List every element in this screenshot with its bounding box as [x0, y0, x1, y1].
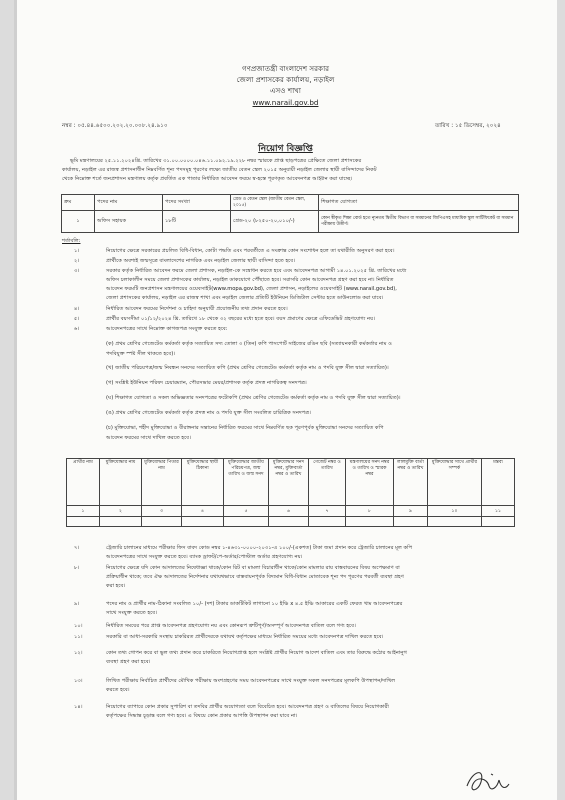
condition-line: কোন তথ্য গোপন করে বা ভুল তথ্য প্রদান করে চাকরিতে নিয়োগপ্রাপ্ত হলে সংশ্লিষ্ট প্রার্থীর নিয়োগ আদেশ বাতিল এবং তার বিরুদ্ধে কঠোর আইনানুগ: [106, 650, 407, 656]
condition-line: ব্যবস্থা গ্রহণ করা হবে।: [106, 659, 151, 665]
table-header-cell: মুক্তিযোদ্ধার সনদ নম্বর, মুক্তিবার্তা নম্বর ও তারিখ: [269, 459, 309, 506]
govt-name: গণপ্রজাতন্ত্রী বাংলাদেশ সরকার: [241, 64, 330, 73]
notice-title: নিয়োগ বিজ্ঞপ্তি: [258, 144, 313, 154]
table-header-cell: পদের সংখ্যা: [163, 195, 231, 211]
memo-number: নম্বর : ০৫.৪৪.৬৫০০.২০২.২০.০০৮.২৪.৯১০: [62, 123, 168, 129]
intro-line: ভূমি মন্ত্রণালয়ের ২৫.১১.২০২৪খ্রি. তারিখের ৩১.০০.০০০০.০৪৬.১১.০৯২.১৯.২২৮ নম্বর স্মারকে প্রাপ্ত ছাড়পত্রের প্রেক্ষিতে জেলা প্রশাসকের: [70, 158, 362, 164]
table-cell: ৯: [394, 506, 428, 517]
condition-number: ১৩।: [74, 678, 83, 684]
table-cell: [224, 517, 269, 527]
condition-line: নির্ধারিত সময়ের পরে প্রাপ্ত আবেদনপত্র গ্রহণযোগ্য নয় এবং কোনরূপ ত্রুটিপূর্ণ/অসম্পূর্ণ আবেদনপত্র বাতিল বলে গণ্য হবে।: [106, 623, 356, 629]
table-header-cell: গ্রেড ও বেতন স্কেল (জাতীয় বেতন স্কেল, ২০১৫): [231, 195, 319, 211]
table-header-cell: লালমুক্তি বার্তা নম্বর ও তারিখ: [394, 459, 428, 506]
table-cell: [67, 517, 100, 527]
condition-line: ট্রেজারি চালানের মাধ্যমে পরীক্ষার ফিস বাবদ কোড নম্বর ১-৪৬৩১-০০০০-২০৩১-এ ১০০/-(একশত) টাকা জমা প্রদান করে ট্রেজারি চালানের মূল কপি: [106, 545, 413, 551]
table-header-cell: মন্ত্রণালয়ের সনদ নম্বর ও তারিখ ও স্মারক নম্বর: [346, 459, 394, 506]
table-cell: ৪: [182, 506, 224, 517]
intro-line: কার্যালয়, নড়াইল এর রাজস্ব প্রশাসনাধীন নিম্নবর্ণিত শূন্য পদসমূহ পূরণের লক্ষ্যে জাতীয় বেতন স্কেল ২০১৫ অনুযায়ী নড়াইল জেলার স্থায়ী বাসিন্দাদের নিকট: [62, 167, 377, 173]
condition-number: ৬।: [74, 326, 80, 332]
table-cell: [100, 517, 142, 527]
condition-number: ১।: [74, 248, 80, 254]
table-header-cell: মুক্তিযোদ্ধার নাম: [100, 459, 142, 506]
table-cell: কোন স্বীকৃত শিক্ষা বোর্ড হতে ন্যূনতম দ্বিতীয় বিভাগ বা সমমানের জিপিএসহ মাধ্যমিক স্কুল সার্টিফিকেট বা সমমান পরীক্ষায় উত্তীর্ণ।: [319, 211, 519, 233]
table-cell: [394, 517, 428, 527]
condition-line: অফিস চলাকালীন সময়ে জেলা প্রশাসকের কার্যালয়, নড়াইল ডাকযোগে পৌঁছাতে হবে। সরাসরি কোন আবেদনপত্র গ্রহণ করা হবে না। নির্ধারিত: [106, 277, 394, 283]
table-cell: ১: [62, 211, 95, 233]
table-cell: গ্রেড-২০ (৮২৫০-২০,০১০/-): [231, 211, 319, 233]
condition-number: ৫।: [74, 316, 80, 322]
condition-line: করা হবে।: [106, 583, 126, 589]
table-row: [62, 211, 519, 233]
website-link[interactable]: www.narail.gov.bd: [252, 98, 319, 107]
document-item: (ক) প্রথম শ্রেণির গেজেটেড কর্মকর্তা কর্তৃক সত্যায়িত সদ্য তোলা ৩ (তিন) কপি পাসপোর্ট সাইজের রঙিন ছবি (সত্যায়নকারী কর্মকর্তার নাম ও: [106, 341, 392, 347]
document-item: (গ) সংশ্লিষ্ট ইউনিয়ন পরিষদ চেয়ারম্যান, পৌরসভার মেয়র/প্রশাসক কর্তৃক প্রদত্ত নাগরিকত্ব সনদপত্র।: [106, 380, 307, 386]
table-cell: [482, 517, 515, 527]
table-cell: ১: [67, 506, 100, 517]
condition-line: নিয়োগের ব্যাপারে কোন প্রকার সুপারিশ বা তদবির প্রার্থীর অযোগ্যতা বলে বিবেচিত হবে। আবেদনপত্র গ্রহণ ও বাতিলের বিষয়ে নিয়োগকারী: [106, 704, 389, 710]
condition-number: ৭।: [74, 545, 80, 551]
table-cell: ৫: [224, 506, 269, 517]
condition-line: প্রার্থীকে অবশ্যই জন্মসূত্রে বাংলাদেশের নাগরিক এবং নড়াইল জেলার স্থায়ী বাসিন্দা হতে হবে।: [106, 258, 295, 264]
condition-number: ৯।: [74, 601, 80, 607]
document-item: (ঙ) প্রথম শ্রেণির গেজেটেড কর্মকর্তা কর্তৃক প্রদত্ত নাম ও পদবি যুক্ত সীল সংবলিত চারিত্রিক সনদপত্র।: [106, 410, 311, 416]
condition-line: নির্ধারিত আবেদন ফরমের নির্দেশনা ও চাহিদা অনুযায়ী প্রয়োজনীয় তথ্য প্রদান করতে হবে।: [106, 306, 288, 312]
table-cell: [142, 517, 182, 527]
table-cell: [269, 517, 309, 527]
table-cell: [182, 517, 224, 527]
table-header-cell: মুক্তিযোদ্ধার সাথে প্রার্থীর সম্পর্ক: [428, 459, 482, 506]
table-header-cell: প্রার্থীর নাম: [67, 459, 100, 506]
condition-number: ১৪।: [74, 704, 83, 710]
table-cell: ২: [100, 506, 142, 517]
table-cell: [428, 517, 482, 527]
document-item: পদবিযুক্ত স্পষ্ট সীল থাকতে হবে)।: [106, 351, 176, 357]
condition-number: ৮।: [74, 565, 80, 571]
post-table: [61, 194, 519, 233]
table-cell: ৮: [346, 506, 394, 517]
table-cell: ১০: [428, 506, 482, 517]
table-cell: ৩: [142, 506, 182, 517]
condition-number: ১২।: [74, 650, 83, 656]
table-cell: অফিস সহায়ক: [95, 211, 163, 233]
condition-line: কর্তৃপক্ষের সিদ্ধান্ত চূড়ান্ত বলে গণ্য হবে। এ বিষয়ে কোন প্রকার আপত্তি উপস্থাপন করা যাবে না।: [106, 713, 298, 719]
intro-line: থেকে নিম্নোক্ত শর্তে জনপ্রশাসন মন্ত্রণালয় কর্তৃক প্রবর্তিত এক পাতার নির্ধারিত আবেদন ফরমে স্ব-হস্তে পূরণকৃত আবেদনপত্র আহ্বান করা যাচ্ছে।: [62, 176, 353, 182]
condition-line: আবেদনপত্রের সাথে নিম্নোক্ত কাগজপত্র সংযুক্ত করতে হবে:: [106, 326, 228, 332]
condition-line: লিখিত পরীক্ষায় নির্বাচিত প্রার্থীদের মৌখিক পরীক্ষায় অংশগ্রহণের সময় আবেদনপত্রের সাথে সংযুক্ত সকল সনদপত্রের মূলকপি উপস্থাপন/দাখিল: [106, 678, 396, 684]
table-header-cell: মুক্তিযোদ্ধার জাতীয় পরিচয়পত্র, জন্ম তারিখ ও জন্ম সনদ: [224, 459, 269, 506]
condition-line: প্রক্রিয়াধীন থাকে; তবে ঐক্ষ আদালতের নির্দেশনার যথাযথভাবে বাস্তবায়নপূর্বক বিদ্যমান বিধি-বিধান মোতাবেক শূন্য পদ পূরণের পরবর্তী ব্যবস্থা গ্রহণ: [106, 574, 404, 580]
table-row: [67, 506, 515, 517]
table-header-row: [62, 195, 519, 211]
condition-line: সরকার কর্তৃক নির্ধারিত আবেদন ফরমে জেলা প্রশাসক, নড়াইল-কে সম্বোধন করতে হবে এবং আবেদনপত্র আগামী ১৪.০১.২০২৫ খ্রি. তারিখের মধ্যে: [106, 268, 407, 274]
table-header-cell: ক্রম: [62, 195, 95, 211]
table-cell: ৭: [309, 506, 346, 517]
memo-date: তারিখ : ১৫ ডিসেম্বর, ২০২৪: [435, 123, 501, 129]
condition-number: ২।: [74, 258, 80, 264]
freedom-fighter-table: [66, 458, 515, 527]
table-cell: [309, 517, 346, 527]
table-header-cell: পদের নাম: [95, 195, 163, 211]
table-header-cell: শিক্ষাগত যোগ্যতা: [319, 195, 519, 211]
condition-line: নিয়োগের ক্ষেত্রে যদি কোন আদালতের নিষেধাজ্ঞা থাকে/কোন রিট বা মামলা বিচারাধীন থাকে/কোন মামলার রায় বাস্তবায়নের বিষয় অপেক্ষমাণ বা: [106, 565, 400, 571]
table-header-row: [67, 459, 515, 506]
office-name: জেলা প্রশাসকের কার্যালয়, নড়াইল: [236, 75, 335, 84]
condition-line: প্রার্থীর বয়সসীমা ০১/১২/২০২৪ খ্রি. তারিখে ১৮ থেকে ৩২ বছরের মধ্যে হতে হবে। বয়স প্রমাণের ক্ষেত্রে এফিডেভিট গ্রহণযোগ্য নয়।: [106, 316, 375, 322]
table-header-cell: মুক্তিযোদ্ধার স্থায়ী ঠিকানা: [182, 459, 224, 506]
condition-line: সরকারি বা আধা-সরকারি সংস্থায় চাকরিরত প্রার্থীদেরকে যথাযথ কর্তৃপক্ষের মাধ্যমে নির্ধারিত সময়ের মধ্যে আবেদনপত্র দাখিল করতে হবে।: [106, 634, 384, 640]
condition-line: আবেদনপত্রের সাথে সংযুক্ত করতে হবে। ব্যাংক ড্রাফট/পে-অর্ডার/পোস্টাল অর্ডার গ্রহণযোগ্য নয়।: [106, 554, 303, 560]
table-header-cell: গেজেট নম্বর ও তারিখ: [309, 459, 346, 506]
condition-line: নিয়োগের ক্ষেত্রে সরকারের প্রচলিত বিধি-বিধান, কোটা পদ্ধতি এবং পরবর্তীতে এ সংক্রান্ত কোন সংশোধন হলে তা যথারীতি অনুসরণ করা হবে।: [106, 248, 395, 254]
condition-number: ১০।: [74, 623, 83, 629]
condition-number: ৩।: [74, 268, 80, 274]
table-cell: ১১: [482, 506, 515, 517]
table-header-cell: মন্তব্য: [482, 459, 515, 506]
notice-page: [14, 0, 557, 800]
document-item: (খ) জাতীয় পরিচয়পত্র/জন্ম নিবন্ধন সনদের সত্যায়িত কপি (প্রথম শ্রেণির গেজেটেড কর্মকর্তা কর্তৃক নাম ও পদবি যুক্ত সীল দ্বারা সত্যায়িত)।: [106, 365, 389, 371]
document-item: (ঘ) শিক্ষাগত যোগ্যতা ও সকল অভিজ্ঞতার সনদপত্রের ফটোকপি (প্রথম শ্রেণির গেজেটেড কর্মকর্তা কর্তৃক নাম ও পদবি যুক্ত সীল দ্বারা সত্যায়িত)।: [106, 395, 401, 401]
condition-line: পদের নাম ও প্রার্থীর নাম-ঠিকানা সংবলিত ১০/- (দশ) টাকার ডাকটিকিট লাগানো ১০ ইঞ্চি x ৪.৫ ইঞ্চি আকারের একটি ফেরত খাম আবেদনপত্রের: [106, 601, 403, 607]
table-cell: ১৮টি: [163, 211, 231, 233]
table-cell: ৬: [269, 506, 309, 517]
document-item: (চ) মুক্তিযোদ্ধা, শহীদ মুক্তিযোদ্ধা ও বীরাঙ্গনার সন্তানের নির্ধারিত ফরমের সাথে নিম্নবর্ণিত ছক পূরণপূর্বক মুক্তিযোদ্ধা সনদের সত্যায়িত কপি: [106, 425, 384, 431]
condition-line: করতে হবে।: [106, 687, 130, 693]
condition-line: জেলা প্রশাসকের কার্যালয়, নড়াইল এর রাজস্ব শাখা এবং নড়াইল জেলার প্রতিটি ইউনিয়ন ডিজিটাল সেন্টার হতে ডাউনলোড করা যাবে।: [106, 295, 384, 301]
table-row: [67, 517, 515, 527]
section-name: এসও শাখা: [270, 86, 301, 95]
condition-line: আবেদন ফরমটি জনপ্রশাসন মন্ত্রণালয়ের ওয়েবসাইট(www.mopa.gov.bd), জেলা প্রশাসন, নড়াইলের ওয়েবসাইট (www.narail.gov.bd),: [106, 286, 397, 292]
condition-line: সাথে সংযুক্ত করতে হবে।: [106, 610, 158, 616]
table-header-cell: মুক্তিযোদ্ধার পিতার নাম: [142, 459, 182, 506]
condition-number: ১১।: [74, 634, 83, 640]
condition-number: ৪।: [74, 306, 80, 312]
document-item: আবেদন ফরমের সাথে দাখিল করতে হবে।: [106, 435, 191, 441]
signature-image: [463, 766, 513, 796]
table-cell: [346, 517, 394, 527]
conditions-heading: শর্তাবলি:: [62, 238, 81, 244]
